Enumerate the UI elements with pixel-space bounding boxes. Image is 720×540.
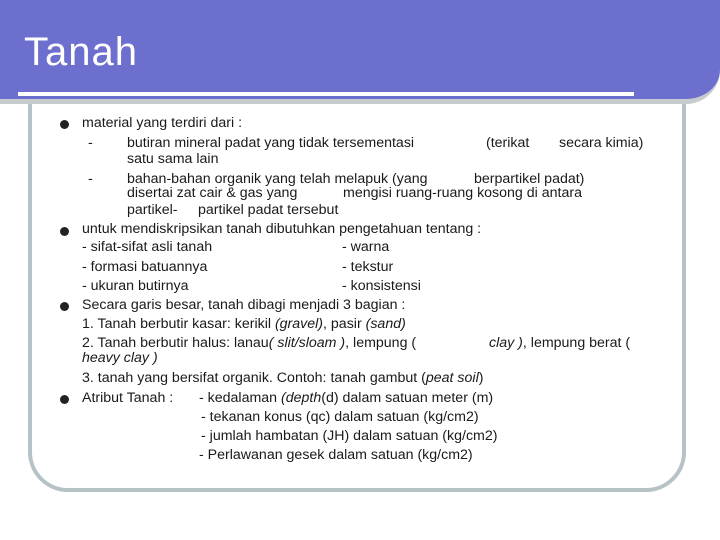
- text-line: satu sama lain: [127, 151, 219, 167]
- text-line: material yang terdiri dari :: [82, 115, 243, 131]
- text-run: - kedalaman: [199, 390, 282, 406]
- bullet-icon: [60, 395, 69, 404]
- text-run: ): [478, 370, 484, 386]
- text-line: disertai zat cair & gas yang: [127, 185, 298, 201]
- text-line: - sifat-sifat asli tanah: [82, 239, 213, 255]
- text-run: (gravel): [274, 316, 324, 332]
- text-line: berpartikel padat): [474, 171, 585, 187]
- text-line: [82, 369, 483, 389]
- text-line: Secara garis besar, tanah dibagi menjadi 3 bagian :: [82, 297, 406, 313]
- text-line: [489, 334, 630, 354]
- text-run: clay ): [489, 335, 523, 351]
- text-line: mengisi ruang-ruang kosong di antara: [343, 185, 582, 201]
- text-line: [82, 315, 406, 335]
- text-line: - formasi batuannya: [82, 259, 208, 275]
- text-run: , lempung (: [345, 335, 417, 351]
- text-line: - Perlawanan gesek dalam satuan (kg/cm2): [199, 447, 473, 463]
- text-run: (sand): [365, 316, 406, 332]
- bullet-icon: [60, 120, 69, 129]
- text-line: [199, 389, 493, 409]
- slide-title: Tanah: [24, 30, 138, 74]
- text-run: 1. Tanah berbutir kasar: kerikil: [82, 316, 275, 332]
- text-line: secara kimia): [559, 135, 644, 151]
- text-line: partikel padat tersebut: [198, 202, 339, 218]
- text-run: (depth: [281, 390, 322, 406]
- text-line: - tekstur: [342, 259, 394, 275]
- text-run: , lempung berat (: [522, 335, 631, 351]
- text-line: - jumlah hambatan (JH) dalam satuan (kg/cm2): [201, 428, 498, 444]
- bullet-icon: [60, 227, 69, 236]
- text-line: Atribut Tanah :: [82, 390, 174, 406]
- bullet-icon: [60, 302, 69, 311]
- text-line: - ukuran butirnya: [82, 278, 189, 294]
- text-line: - warna: [342, 239, 390, 255]
- dash-mark: -: [88, 135, 93, 151]
- text-line: bahan-bahan organik yang telah melapuk (yang: [127, 171, 428, 187]
- text-line: untuk mendiskripsikan tanah dibutuhkan pengetahuan tentang :: [82, 221, 482, 237]
- text-line: - tekanan konus (qc) dalam satuan (kg/cm2): [201, 409, 479, 425]
- text-run: 3. tanah yang bersifat organik. Contoh: tanah gambut (: [82, 370, 426, 386]
- text-run: 2. Tanah berbutir halus: lanau: [82, 335, 269, 351]
- text-line: - konsistensi: [342, 278, 421, 294]
- text-run: ( slit/sloam ): [268, 335, 346, 351]
- dash-mark: -: [88, 171, 93, 187]
- text-run: peat soil: [425, 370, 479, 386]
- text-run: , pasir: [323, 316, 366, 332]
- text-line: partikel-: [127, 202, 178, 218]
- text-line: heavy clay ): [82, 350, 158, 366]
- text-line: butiran mineral padat yang tidak tersementasi: [127, 135, 415, 151]
- text-line: (terikat: [486, 135, 530, 151]
- text-run: (d) dalam satuan meter (m): [321, 390, 494, 406]
